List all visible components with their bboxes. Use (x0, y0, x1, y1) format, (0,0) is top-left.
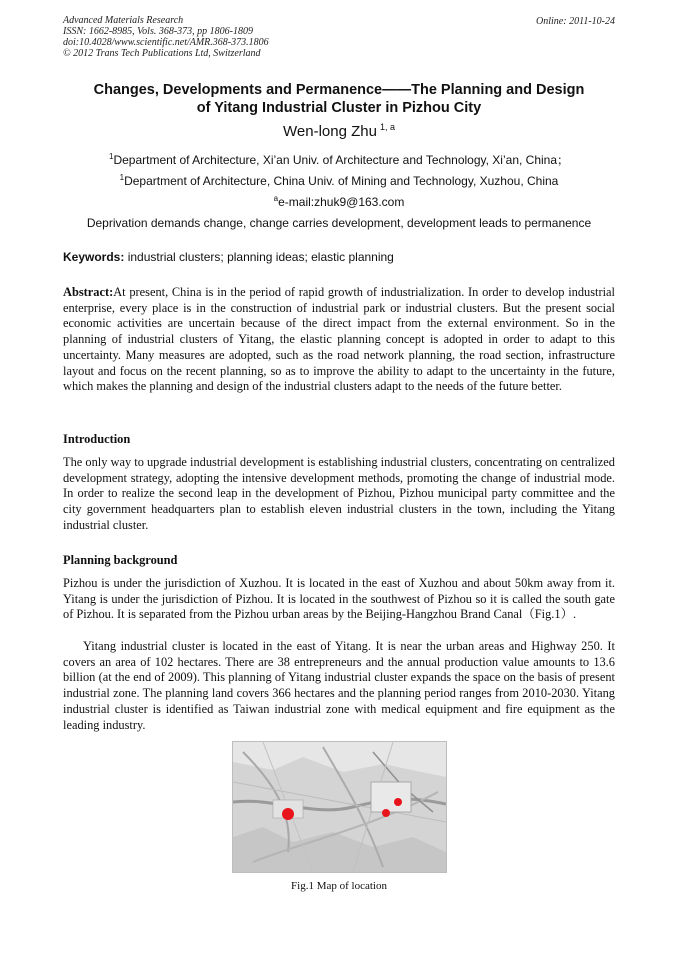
email-line (0, 194, 678, 209)
email-sup: a (273, 194, 279, 203)
email-text: e-mail:zhuk9@163.com (278, 195, 405, 209)
copyright-line: © 2012 Trans Tech Publications Ltd, Switzerland (63, 48, 261, 59)
paper-title (40, 81, 638, 117)
online-date: Online: 2011-10-24 (536, 16, 615, 27)
author-sup: 1, a (379, 122, 395, 132)
author (0, 122, 678, 140)
abstract-text: At present, China is in the period of rapid growth of industrialization. In order to develop industrial enterprise, every place is in the construction of industrial park or industrial clusters. But the present social economic activities are uncertain because of the direct impact from the external environment. So in the planning of industrial clusters of Yitang, the elastic planning concept is adopted in order to adapt to this uncertainty. Many measures are adopted, such as the road network planning, the road section, infrastructure layout and focus on the recent planning, so as to improve the ability to adapt to the uncertainty in the future, which makes the planning and design of the industrial clusters adapt to the needs of the future better. (63, 285, 615, 394)
keywords (63, 250, 394, 264)
keywords-label: Keywords: (63, 250, 125, 264)
affiliation-1-sup: 1 (108, 152, 114, 161)
yitang-marker (382, 809, 390, 817)
affiliation-2 (0, 173, 678, 188)
title-line-2: of Yitang Industrial Cluster in Pizhou City (196, 100, 482, 116)
figure-caption: Fig.1 Map of location (291, 880, 387, 892)
xuzhou-marker (282, 808, 294, 820)
issn-line: ISSN: 1662-8985, Vols. 368-373, pp 1806-1809 (63, 26, 253, 37)
background-heading: Planning background (63, 553, 178, 567)
affiliation-2-text: Department of Architecture, China Univ. of Mining and Technology, Xuzhou, China (124, 174, 559, 188)
affiliation-1-text: Department of Architecture, Xi’an Univ. of Architecture and Technology, Xi’an, China； (113, 153, 570, 167)
title-line-1: Changes, Developments and Permanence——The Planning and Design (93, 82, 585, 98)
introduction-text: The only way to upgrade industrial development is establishing industrial clusters, concentrating on centralized development strategy, adopting the intensive development methods, promoting the change of industrial mode. In order to realize the second leap in the development of Pizhou, Pizhou municipal party committee and the city government headquarters plan to establish eleven industrial clusters in the town, including the Yitang industrial cluster. (63, 455, 615, 532)
location-map (232, 741, 447, 873)
affiliation-2-sup: 1 (119, 173, 125, 182)
motto: Deprivation demands change, change carries development, development leads to permanence (86, 216, 592, 230)
journal-name: Advanced Materials Research (63, 15, 184, 26)
background-paragraph-1: Pizhou is under the jurisdiction of Xuzhou. It is located in the east of Xuzhou and about 50km away from it. Yitang is under the jurisdiction of Pizhou. It is located in the southwest of Pizhou so it is called the south gate of Pizhou. It is separated from the Pizhou urban areas by the Beijing-Hangzhou Brand Canal（Fig.1）. (63, 576, 615, 622)
pizhou-marker (394, 798, 402, 806)
background-paragraph-2: Yitang industrial cluster is located in the east of Yitang. It is near the urban areas and Highway 250. It covers an area of 102 hectares. There are 38 entrepreneurs and the annual production value amounts to 13.6 billion (at the end of 2009). This planning of Yitang industrial cluster expands the space on the basis of present industrial zone. The planning land covers 366 hectares and the planning period ranges from 2010-2030. Yitang industrial cluster is identified as Taiwan industrial zone with medical equipment and fire equipment as the leading industry. (63, 639, 615, 732)
doi-line: doi:10.4028/www.scientific.net/AMR.368-373.1806 (63, 37, 269, 48)
location-map-image (233, 742, 446, 872)
introduction-heading: Introduction (63, 432, 131, 446)
affiliation-1 (0, 151, 678, 168)
abstract (63, 285, 615, 395)
author-name: Wen-long Zhu (283, 123, 377, 140)
abstract-label: Abstract: (63, 285, 114, 299)
keywords-text: industrial clusters; planning ideas; elastic planning (127, 250, 394, 264)
